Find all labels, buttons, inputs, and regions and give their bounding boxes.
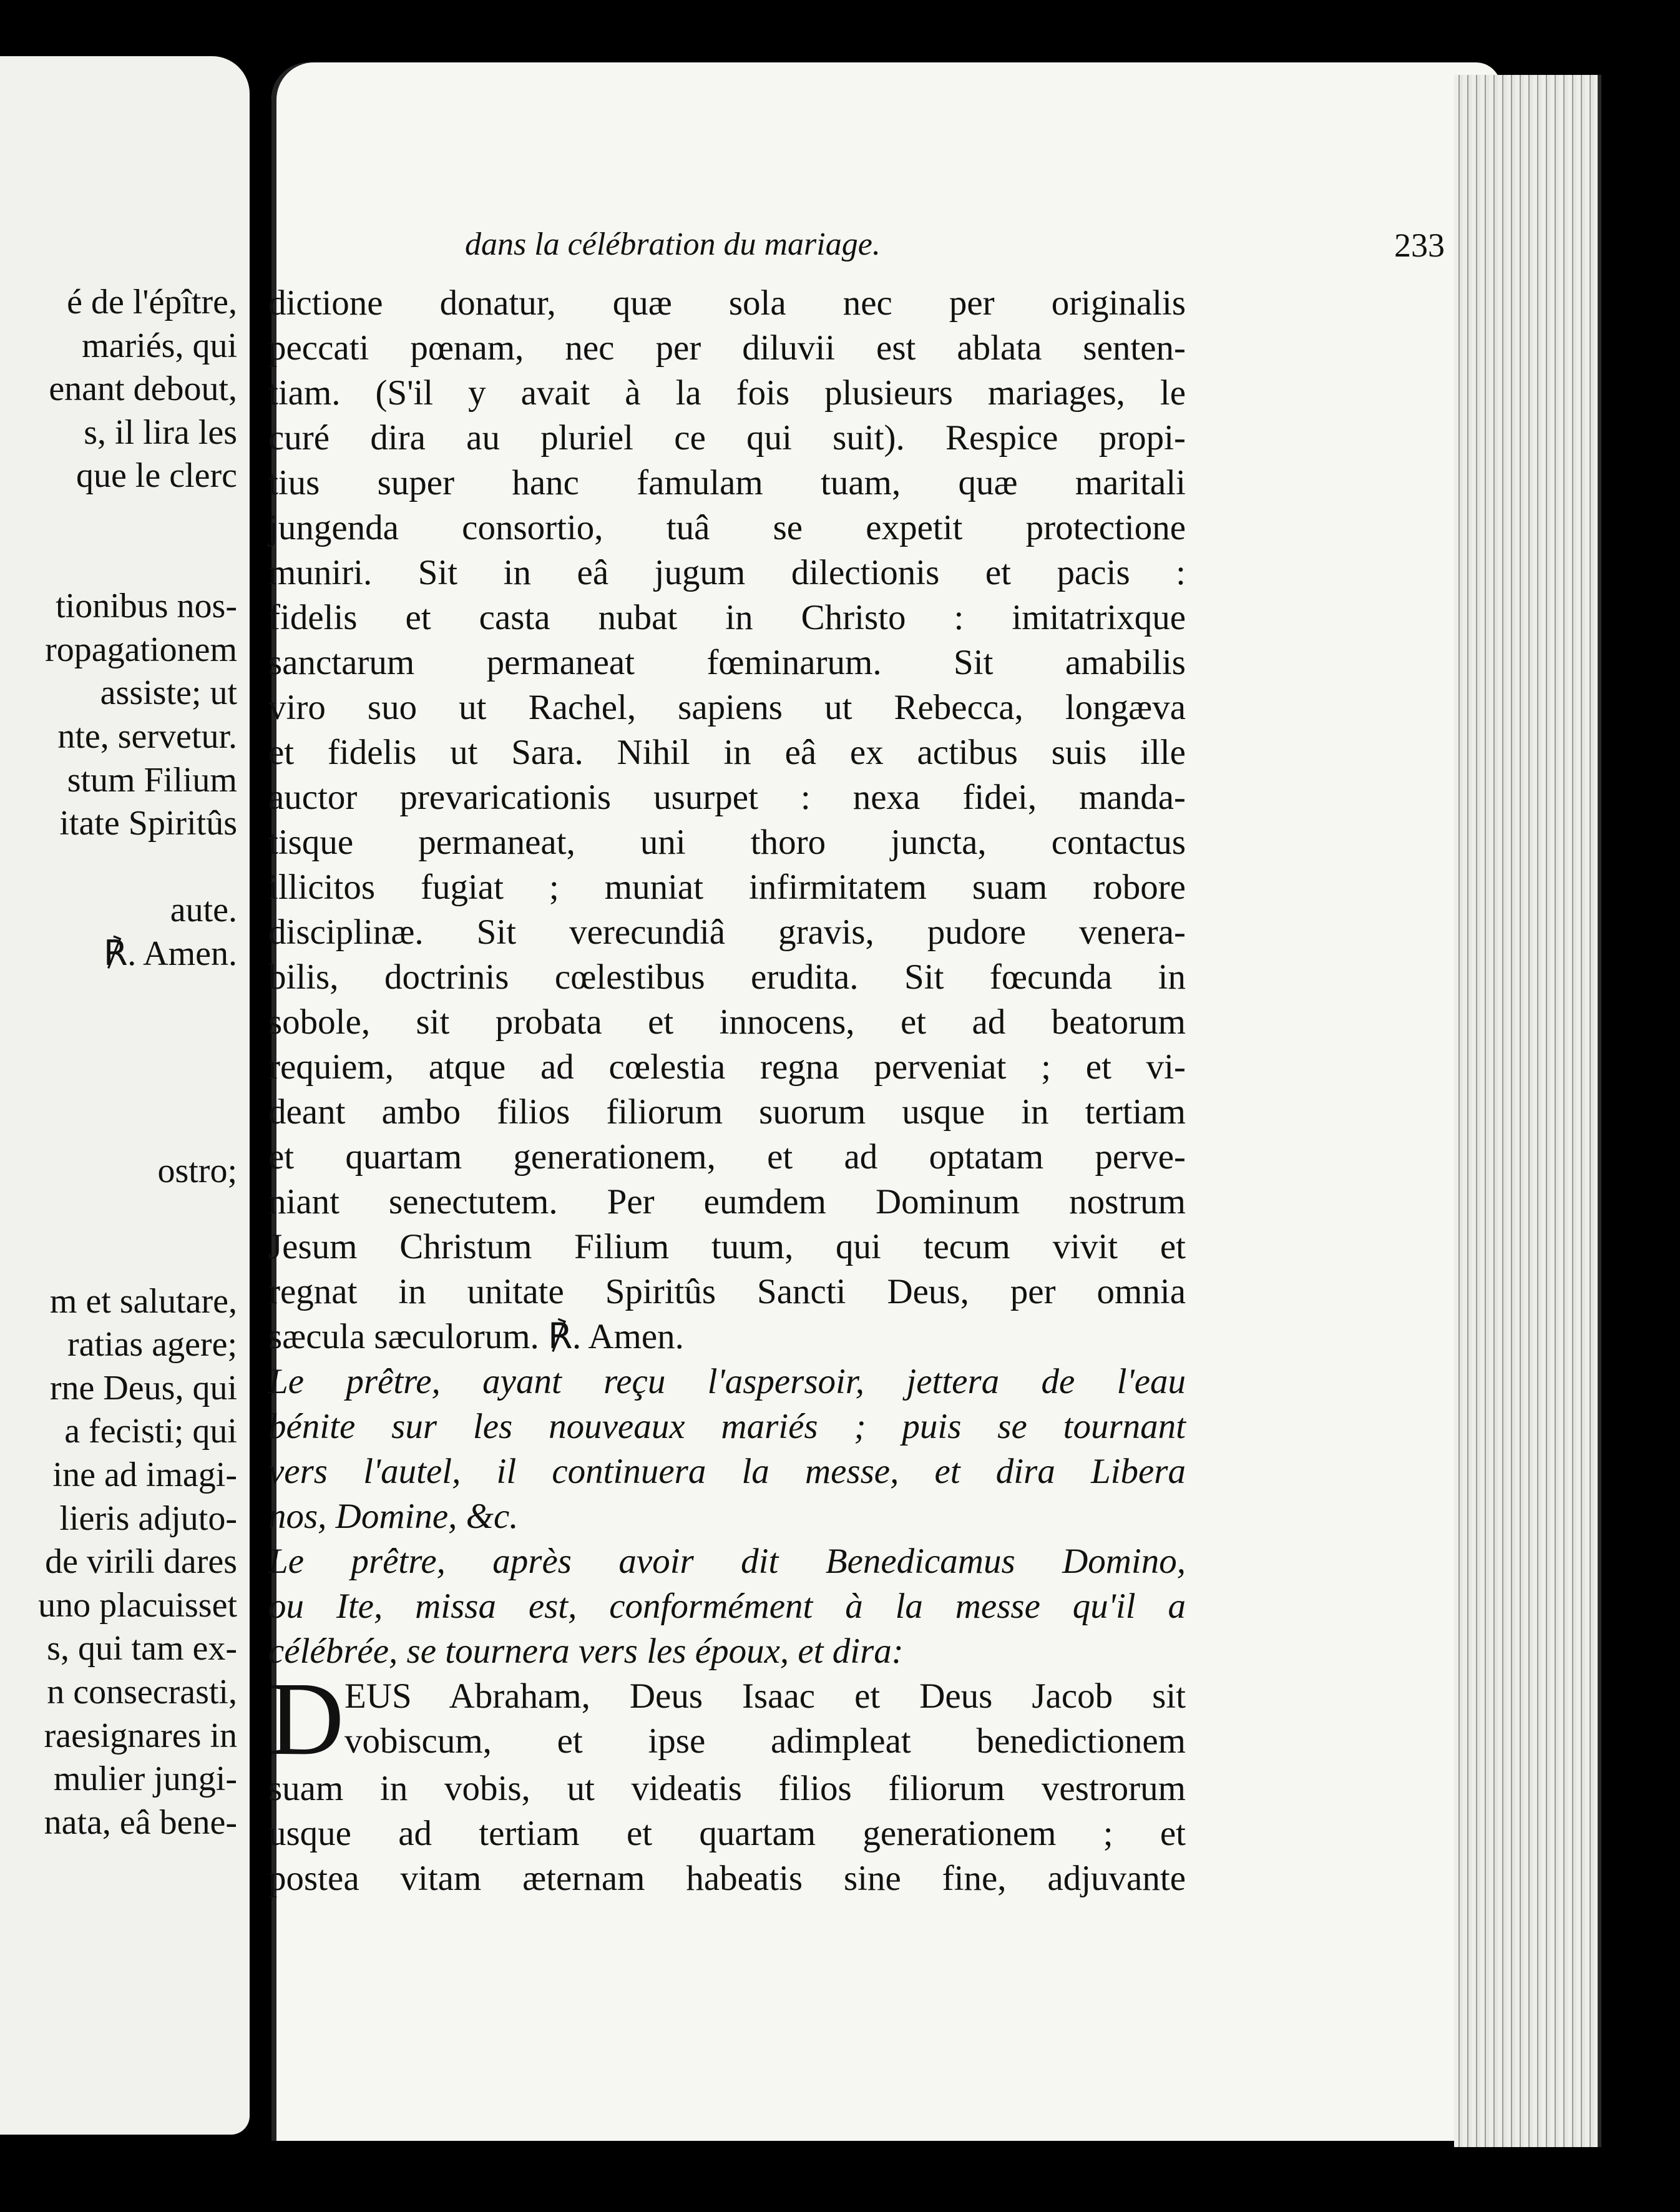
left-page-line: mulier jungi- bbox=[54, 1759, 237, 1799]
text-line: muniri. Sit in eâ jugum dilectionis et pacis : bbox=[268, 553, 1186, 592]
rubric-line: ou Ite, missa est, conformément à la messe qu'il a bbox=[268, 1587, 1186, 1626]
left-page-line: aute. bbox=[170, 891, 237, 930]
text-line: sobole, sit probata et innocens, et ad beatorum bbox=[268, 1002, 1186, 1042]
left-page-line: s, qui tam ex- bbox=[47, 1629, 237, 1668]
left-page-line bbox=[0, 846, 250, 889]
text-line: niant senectutem. Per eumdem Dominum nostrum bbox=[268, 1182, 1186, 1221]
left-page-line: raesignares in bbox=[44, 1716, 237, 1755]
text-line: deant ambo filios filiorum suorum usque in tertiam bbox=[268, 1092, 1186, 1132]
rubric-line: nos, Domine, &c. bbox=[268, 1497, 519, 1536]
text-line: jungenda consortio, tuâ se expetit protectione bbox=[268, 508, 1186, 547]
text-line: viro suo ut Rachel, sapiens ut Rebecca, longæva bbox=[268, 688, 1186, 727]
main-text-block bbox=[268, 281, 1186, 1901]
left-page-line bbox=[0, 1019, 250, 1063]
rubric-line: célébrée, se tournera vers les époux, et dira: bbox=[268, 1632, 904, 1671]
text-line: fidelis et casta nubat in Christo : imitatrixque bbox=[268, 598, 1186, 637]
text-line: dictione donatur, quæ sola nec per originalis bbox=[268, 283, 1186, 323]
left-page-line: a fecisti; qui bbox=[64, 1412, 237, 1451]
left-page-line: de virili dares bbox=[45, 1542, 237, 1582]
rubric-line: bénite sur les nouveaux mariés ; puis se tournant bbox=[268, 1407, 1186, 1446]
blessing-paragraph bbox=[268, 1661, 1186, 1901]
running-head bbox=[271, 226, 1445, 270]
text-line: Jesum Christum Filium tuum, qui tecum vivit et bbox=[268, 1227, 1186, 1266]
left-page-line: ostro; bbox=[157, 1151, 237, 1190]
text-line: auctor prevaricationis usurpet : nexa fidei, manda- bbox=[268, 778, 1186, 817]
left-page-line: ropagationem bbox=[45, 630, 237, 669]
text-line: et quartam generationem, et ad optatam perve- bbox=[268, 1137, 1186, 1177]
rubric-benedicamus bbox=[268, 1539, 1186, 1674]
page-number: 233 bbox=[1394, 227, 1445, 264]
blessing-line: vobiscum, et ipse adimpleat benedictionem bbox=[344, 1721, 1186, 1761]
blessing-line: EUS Abraham, Deus Isaac et Deus Jacob sit bbox=[344, 1676, 1186, 1716]
left-page-line: rne Deus, qui bbox=[49, 1368, 237, 1407]
left-page-line: é de l'épître, bbox=[67, 283, 237, 321]
text-line: regnat in unitate Spiritûs Sancti Deus, per omnia bbox=[268, 1272, 1186, 1311]
prayer-text bbox=[268, 281, 1186, 1359]
blessing-line: suam in vobis, ut videatis filios filiorum vestrorum bbox=[268, 1769, 1186, 1808]
left-page-line: ine ad imagi- bbox=[52, 1456, 237, 1495]
left-page-line: n consecrasti, bbox=[47, 1673, 237, 1711]
left-page-line bbox=[0, 542, 250, 585]
left-page-line: lieris adjuto- bbox=[59, 1499, 237, 1538]
rubric-line: vers l'autel, il continuera la messe, et dira Libera bbox=[268, 1452, 1186, 1491]
left-page-line: itate Spiritûs bbox=[59, 804, 237, 843]
running-title: dans la célébration du mariage. bbox=[465, 227, 881, 262]
text-line: bilis, doctrinis cœlestibus erudita. Sit fœcunda in bbox=[268, 957, 1186, 997]
blessing-line: postea vitam æternam habeatis sine fine, adjuvante bbox=[268, 1859, 1186, 1898]
left-page-line: que le clerc bbox=[76, 456, 237, 496]
left-page-line bbox=[0, 976, 250, 1020]
left-page-line: m et salutare, bbox=[49, 1281, 237, 1321]
text-line: tius super hanc famulam tuam, quæ maritali bbox=[268, 463, 1186, 502]
rubric-line: Le prêtre, après avoir dit Benedicamus Domino, bbox=[268, 1542, 1186, 1581]
left-page-line: s, il lira les bbox=[84, 413, 237, 452]
left-page-line: uno placuisset bbox=[38, 1585, 237, 1625]
left-page-line: ratias agere; bbox=[67, 1325, 237, 1364]
left-page-line bbox=[0, 1063, 250, 1107]
left-page-line: assiste; ut bbox=[100, 673, 237, 713]
rubric-line: Le prêtre, ayant reçu l'aspersoir, jettera de l'eau bbox=[268, 1362, 1186, 1401]
text-line: sanctarum permaneat fœminarum. Sit amabilis bbox=[268, 643, 1186, 682]
left-page-line: nata, eâ bene- bbox=[44, 1803, 237, 1842]
left-page-line bbox=[0, 498, 250, 542]
left-page-line: mariés, qui bbox=[82, 326, 237, 365]
text-line: disciplinæ. Sit verecundiâ gravis, pudore venera- bbox=[268, 913, 1186, 952]
text-line: sæcula sæculorum. ℟. Amen. bbox=[268, 1317, 684, 1356]
blessing-line: usque ad tertiam et quartam generationem ; et bbox=[268, 1814, 1186, 1853]
rubric-aspersion bbox=[268, 1359, 1186, 1539]
text-line: tisque permaneat, uni thoro juncta, contactus bbox=[268, 823, 1186, 862]
left-page-line bbox=[0, 1193, 250, 1236]
left-page-line: ℟. Amen. bbox=[103, 934, 237, 973]
drop-cap: D bbox=[268, 1661, 344, 1777]
left-page-line: enant debout, bbox=[49, 369, 237, 409]
left-page-line: stum Filium bbox=[67, 760, 237, 800]
text-line: peccati pœnam, nec per diluvii est ablata senten- bbox=[268, 328, 1186, 368]
text-line: requiem, atque ad cœlestia regna perveniat ; et vi- bbox=[268, 1047, 1186, 1087]
left-page-fragment bbox=[0, 56, 250, 2135]
text-line: curé dira au pluriel ce qui suit). Respice propi- bbox=[268, 418, 1186, 458]
text-line: illicitos fugiat ; muniat infirmitatem suam robore bbox=[268, 868, 1186, 907]
left-page-line bbox=[0, 1236, 250, 1280]
page-fore-edge bbox=[1454, 75, 1601, 2147]
left-page-line bbox=[0, 1106, 250, 1150]
text-line: tiam. (S'il y avait à la fois plusieurs mariages, le bbox=[268, 373, 1186, 413]
text-line: et fidelis ut Sara. Nihil in eâ ex actibus suis ille bbox=[268, 733, 1186, 772]
left-page-line: nte, servetur. bbox=[57, 717, 237, 756]
left-page-line: tionibus nos- bbox=[56, 587, 237, 626]
left-page-text bbox=[0, 281, 250, 1844]
